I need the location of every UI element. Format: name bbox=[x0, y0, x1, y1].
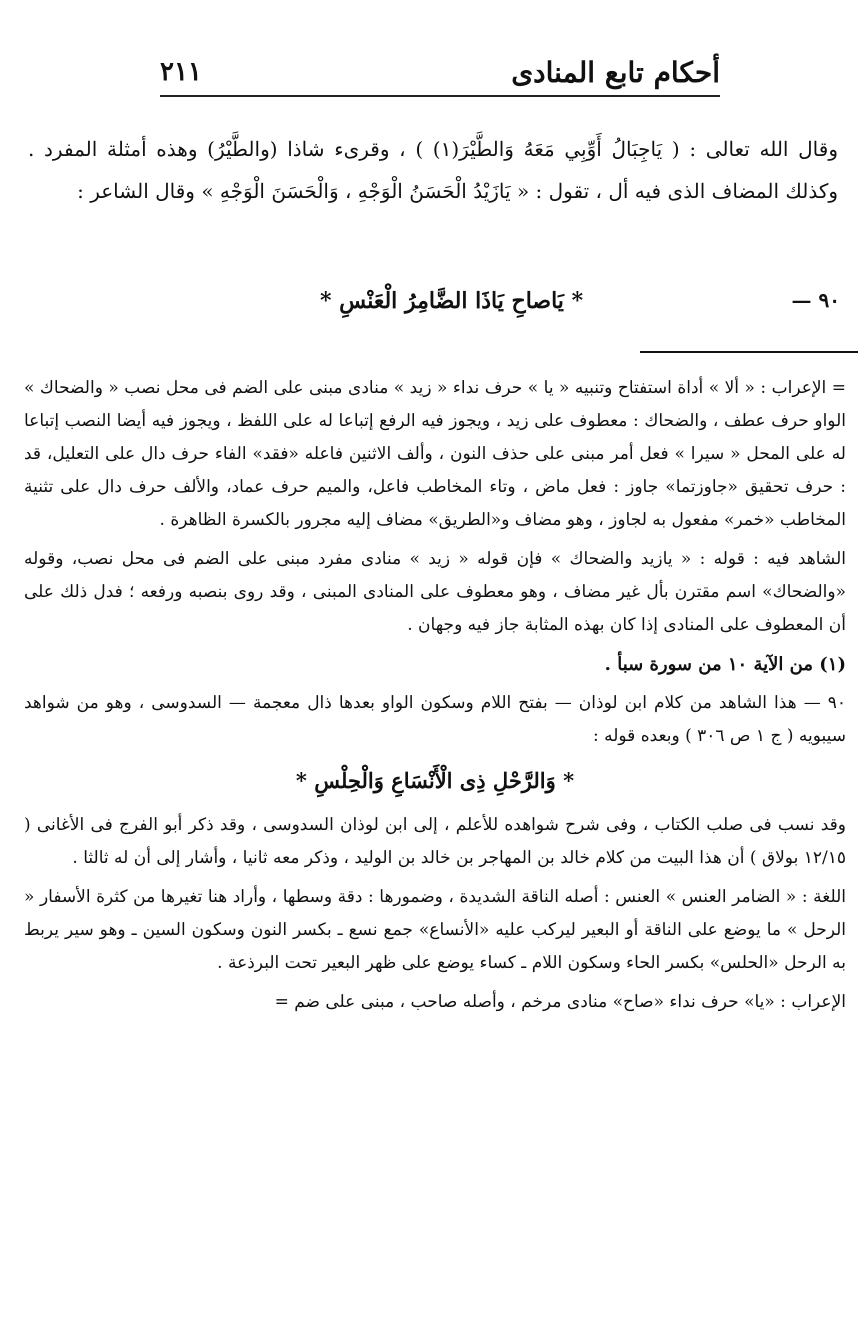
footnote-separator bbox=[640, 351, 858, 353]
footnote-verse: * وَالرَّحْلِ ذِى الْأَنْسَاعِ وَالْحِلْسِ * bbox=[295, 768, 575, 793]
footnote-shahid-1: الشاهد فيه : قوله : « يازيد والضحاك » فإن قوله « زيد » منادى مفرد مبنى على الضم فى محل نصب، وقوله «والضحاك» اسم مقترن بأل غير مضاف ، وهو معطوف على المنادى المبنى ، وقد روى بنصبه ورفعه ؛ فدل ذلك على أن المعطوف على المنادى إذا كان بهذه المثابة جاز فيه وجهان . bbox=[24, 549, 846, 635]
verse-line bbox=[320, 288, 840, 314]
footnote-note-90: ٩٠ — هذا الشاهد من كلام ابن لوذان — بفتح اللام وسكون الواو بعدها ذال معجمة — السدوسى ، وهو من شواهد سيبويه ( ج ١ ص ٣٠٦ ) وبعده قوله : bbox=[24, 693, 846, 746]
header-rule bbox=[160, 95, 720, 97]
footnote-irab-2: الإعراب : «يا» حرف نداء «صاح» منادى مرخم ، وأصله صاحب ، مبنى على ضم = bbox=[274, 992, 846, 1012]
running-title: أحكام تابع المنادى bbox=[511, 55, 720, 89]
page-header bbox=[160, 52, 720, 92]
footnotes bbox=[24, 372, 846, 1025]
verse-number: ٩٠ — bbox=[791, 288, 840, 312]
footnote-irab-1: = الإعراب : « ألا » أداة استفتاح وتنبيه « يا » حرف نداء « زيد » منادى مبنى على الضم فى محل نصب « والضحاك » الواو حرف عطف ، والضحاك : معطوف على زيد ، ويجوز فيه الرفع إتباعا له على اللفظ ، ويجوز فيه أيضا النصب إتباعا له على المحل « سيرا » فعل أمر مبنى على حذف النون ، وألف الاثنين فاعله «فقد» الفاء حرف دال على التعليل، قد : حرف تحقيق «جاوزتما» جاوز : فعل ماض ، وتاء المخاطب فاعل، والميم حرف عماد، والألف حرف دال على تثنية المخاطب «خمر» مفعول به لجاوز ، وهو مضاف و«الطريق» مضاف إليه مجرور بالكسرة الظاهرة . bbox=[24, 378, 846, 530]
footnote-ref-1: (١) من الآية ١٠ من سورة سبأ . bbox=[604, 654, 846, 675]
verse-text: * يَاصاحِ يَاذَا الضَّامِرُ الْعَنْسِ * bbox=[320, 288, 584, 314]
page-number: ٢١١ bbox=[160, 57, 202, 87]
footnote-attribution: وقد نسب فى صلب الكتاب ، وفى شرح شواهده للأعلم ، إلى ابن لوذان السدوسى ، وقد ذكر أبو الفرج فى الأغانى ( ١٢/١٥ بولاق ) أن هذا البيت من كلام خالد بن المهاجر بن خالد بن الوليد ، وذكر معه ثانيا ، وأشار إلى أن له ثالثا . bbox=[24, 815, 846, 868]
footnote-lugha: اللغة : « الضامر العنس » العنس : أصله الناقة الشديدة ، وضمورها : دقة وسطها ، وأراد هنا تغيرها من كثرة الأسفار « الرحل » ما يوضع على الناقة أو البعير ليركب عليه «الأنساع» جمع نسع ـ بكسر النون وسكون السين ـ وهو سير يربط به الرحل «الحلس» بكسر الحاء وسكون اللام ـ كساء يوضع على ظهر البعير تحت البرذعة . bbox=[24, 887, 846, 973]
main-paragraph: وقال الله تعالى : ( يَاجِبَالُ أَوِّبِي مَعَهُ وَالطَّيْرَ(١) ) ، وقرىء شاذا (والطَّيْرُ) وهذه أمثلة المفرد . وكذلك المضاف الذى فيه أل ، تقول : « يَازَيْدُ الْحَسَنُ الْوَجْهِ ، وَالْحَسَنَ الْوَجْهِ » وقال الشاعر : bbox=[28, 137, 838, 203]
